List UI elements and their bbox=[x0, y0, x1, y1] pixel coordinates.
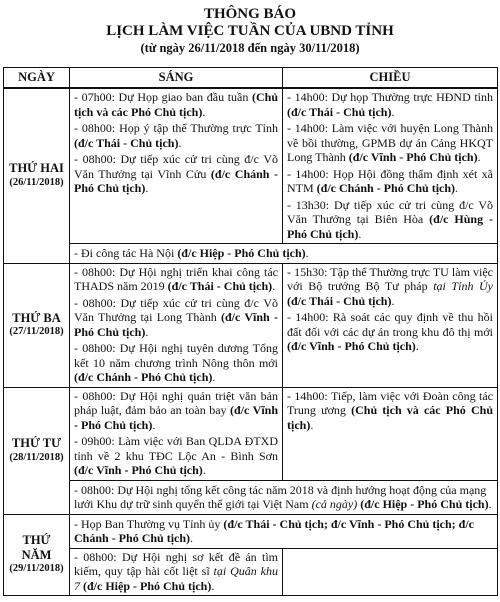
schedule-item: - 13h30: Dự tiếp xúc cử tri cùng đ/c Võ Văn Thưởng tại Biên Hòa (đ/c Hùng - Phó Chủ tịch). bbox=[287, 197, 494, 241]
table-row-monday-fullday bbox=[4, 244, 498, 264]
schedule-item: - 08h00: Dự tiếp xúc cử tri cùng đ/c Võ Văn Thưởng tại Vĩnh Cửu (đ/c Chánh - Phó Chủ tịch). bbox=[74, 152, 279, 195]
table-row-wednesday-fullday bbox=[4, 480, 498, 514]
schedule-item: - 15h30: Tập thể Thường trực TU làm việc với Bộ trưởng Bộ Tư pháp tại Tỉnh Ủy (đ/c Thái - Chủ tịch). bbox=[287, 264, 493, 308]
afternoon-cell-wednesday bbox=[283, 387, 498, 480]
day-date: (26/11/2018) bbox=[9, 176, 64, 188]
day-cell-tuesday bbox=[4, 263, 70, 387]
table-header-row bbox=[4, 68, 498, 89]
fullday-cell-monday: - Đi công tác Hà Nội (đ/c Hiệp - Phó Chủ tịch). bbox=[70, 244, 498, 264]
day-name: THỨ HAI bbox=[9, 161, 64, 176]
schedule-table bbox=[3, 67, 498, 596]
schedule-item: - 08h00: Dự Hội nghị quán triệt văn bản pháp luật, đảm bảo an toàn bay (đ/c Vĩnh - Phó Chủ tịch). bbox=[74, 388, 278, 432]
table-row-monday bbox=[4, 88, 498, 244]
morning-cell-wednesday bbox=[70, 387, 283, 480]
morning-cell-tuesday bbox=[70, 263, 283, 387]
day-date: (27/11/2018) bbox=[9, 326, 64, 337]
column-header-morning: SÁNG bbox=[70, 68, 283, 89]
schedule-subtitle: LỊCH LÀM VIỆC TUẦN CỦA UBND TỈNH bbox=[106, 23, 394, 39]
table-row-thursday bbox=[4, 548, 498, 596]
date-range: (từ ngày 26/11/2018 đến ngày 30/11/2018) bbox=[140, 41, 360, 55]
morning-cell-monday bbox=[70, 88, 283, 244]
column-header-afternoon: CHIỀU bbox=[283, 68, 498, 89]
day-name: THỨ NĂM bbox=[21, 533, 52, 562]
afternoon-cell-thursday bbox=[283, 548, 498, 596]
schedule-item: - 14h00: Rà soát các quy định về thu hồi đất đối với các dự án trong khu đô thị mới (đ/c Vĩnh - Phó Chủ tịch). bbox=[287, 310, 493, 353]
table-row-thursday-fullday bbox=[4, 514, 498, 548]
fullday-cell-wednesday: - 08h00: Dự Hội nghị tổng kết công tác năm 2018 và định hướng hoạt động của mạng lưới Khu dự trữ sinh quyển thế giới tại Việt Nam (cả ngày) (đ/c Hiệp - Phó Chủ tịch). bbox=[70, 480, 498, 514]
day-date: (29/11/2018) bbox=[9, 563, 64, 574]
afternoon-cell-monday bbox=[283, 88, 498, 244]
day-name: THỨ BA bbox=[12, 310, 61, 325]
schedule-item: - 14h00: Tiếp, làm việc với Đoàn công tác Trung ương (Chủ tịch và các Phó Chủ tịch). bbox=[287, 388, 493, 432]
schedule-item: - 08h00: Dự Hội nghị triển khai công tác THADS năm 2019 (đ/c Thái - Chủ tịch). bbox=[74, 264, 278, 293]
schedule-item: - 08h00: Dự tiếp xúc cử tri cùng đ/c Võ Văn Thưởng tại Long Thành (đ/c Vĩnh - Phó Chủ tịch). bbox=[74, 295, 278, 339]
table-row-tuesday bbox=[4, 263, 498, 387]
day-cell-wednesday bbox=[4, 387, 70, 514]
schedule-item: - 14h00: Làm việc với huyện Long Thành về bồi thường, GPMB dự án Cảng HKQT Long Thành (đ/c Vĩnh - Phó Chủ tịch). bbox=[287, 121, 493, 164]
notice-title: THÔNG BÁO bbox=[203, 6, 297, 22]
schedule-item: - 08h00: Dự Hội nghị sơ kết đề án tìm kiếm, quy tập hài cốt liệt sĩ tại Quân khu 7 (đ/c Hiệp - Phó Chủ tịch). bbox=[74, 549, 278, 593]
schedule-item: - 08h00: Dự Hội nghị tuyên dương Tổng kết 10 năm chương trình Nông thôn mới (đ/c Chánh - Phó Chủ tịch). bbox=[74, 341, 278, 384]
schedule-item: - 14h00: Họp Hội đồng thẩm định xét xã NTM (đ/c Chánh - Phó Chủ tịch). bbox=[287, 166, 493, 195]
day-cell-thursday bbox=[4, 514, 70, 596]
afternoon-cell-tuesday bbox=[283, 263, 498, 387]
schedule-item: - 08h00: Họp ý tập thể Thường trực Tỉnh (đ/c Thái - Chủ tịch). bbox=[74, 121, 278, 150]
schedule-item: - 14h00: Dự họp Thường trực HĐND tỉnh (đ/c Thái - Chủ tịch). bbox=[287, 90, 493, 119]
day-name: THỨ TƯ bbox=[11, 436, 62, 450]
day-date: (28/11/2018) bbox=[9, 451, 64, 463]
schedule-item: - 07h00: Dự Họp giao ban đầu tuần (Chủ tịch và các Phó Chủ tịch). bbox=[74, 90, 278, 119]
schedule-item: - 09h00: Làm việc với Ban QLDA ĐTXD tỉnh về 2 khu TĐC Lộc An - Bình Sơn (đ/c Vĩnh - Phó Chủ tịch). bbox=[74, 434, 278, 477]
morning-cell-thursday bbox=[70, 548, 283, 596]
fullday-cell-thursday: - Họp Ban Thường vụ Tỉnh ủy (đ/c Thái - Chủ tịch; đ/c Vĩnh - Phó Chủ tịch; đ/c Chánh - Phó Chủ tịch). bbox=[70, 514, 498, 548]
day-cell-monday bbox=[4, 88, 70, 263]
table-row-wednesday bbox=[4, 387, 498, 480]
column-header-day: NGÀY bbox=[4, 68, 70, 89]
